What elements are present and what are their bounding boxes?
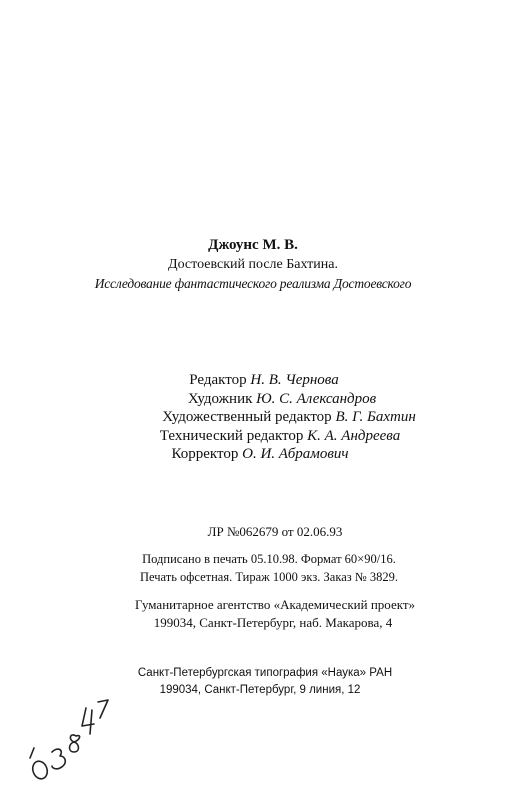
printing-house-name: Санкт-Петербургская типография «Наука» РАН: [137, 667, 393, 679]
handwritten-inventory-mark: [22, 688, 122, 788]
publisher-name: Гуманитарное агентство «Академический проект»: [134, 597, 416, 612]
credit-proofreader: [0, 445, 506, 464]
credit-editor: [0, 371, 506, 390]
author: Джоунс М. В.: [208, 237, 298, 253]
print-details-1: Подписано в печать 05.10.98. Формат 60×90/16.: [142, 552, 396, 566]
book-subtitle: Исследование фантастического реализма Достоевского: [94, 276, 412, 291]
credit-person: О. И. Абрамович: [242, 446, 349, 462]
credits-block: [0, 371, 506, 464]
credit-role: Технический редактор: [159, 427, 304, 444]
license-number: ЛР №062679 от 02.06.93: [207, 524, 343, 539]
credit-role: Корректор: [171, 446, 239, 462]
credit-person: Ю. С. Александров: [256, 390, 377, 407]
credit-artist: [0, 390, 506, 409]
publishing-info: [0, 524, 506, 632]
book-title: Достоевский после Бахтина.: [168, 257, 338, 272]
title-block: [0, 236, 506, 293]
credit-tech-editor: [0, 427, 506, 446]
credit-role: Редактор: [189, 372, 247, 388]
credit-person: В. Г. Бахтин: [335, 409, 416, 425]
print-details-2: Печать офсетная. Тираж 1000 экз. Заказ № 3829.: [139, 570, 398, 584]
credit-role: Художник: [187, 390, 253, 407]
printing-house-address: 199034, Санкт-Петербург, 9 линия, 12: [159, 684, 361, 696]
credit-role: Художественный редактор: [162, 409, 332, 425]
credit-art-editor: [0, 408, 506, 427]
credit-person: Н. В. Чернова: [250, 372, 339, 388]
credit-person: К. А. Андреева: [307, 427, 401, 444]
publisher-address: 199034, Санкт-Петербург, наб. Макарова, 4: [153, 615, 393, 630]
